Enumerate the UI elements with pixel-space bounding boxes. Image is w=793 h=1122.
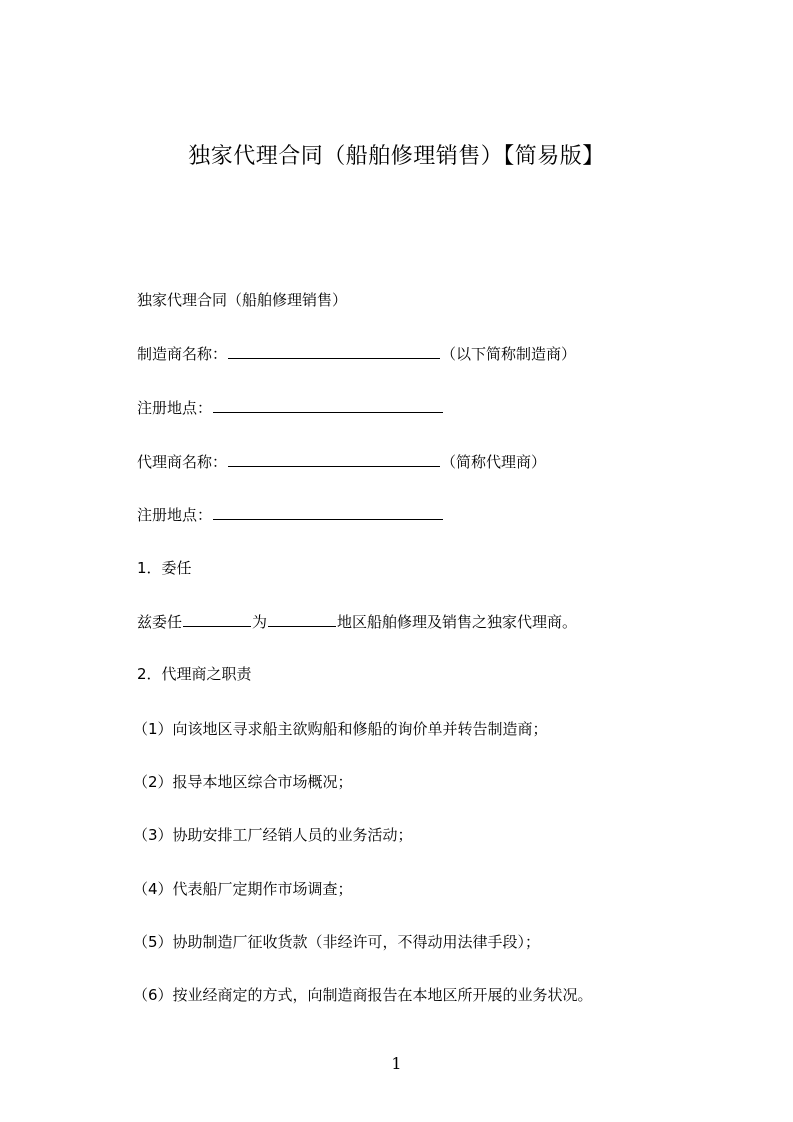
appoint-middle: 为 xyxy=(252,613,268,631)
document-title: 独家代理合同（船舶修理销售）【简易版】 xyxy=(188,144,605,169)
duty-item: （5）协助制造厂征收货款（非经许可，不得动用法律手段）； xyxy=(133,933,541,951)
duty-item: （6）按业经商定的方式，向制造商报告在本地区所开展的业务状况。 xyxy=(133,986,593,1004)
agent-name-blank xyxy=(228,451,440,467)
registered-address-label: 注册地点： xyxy=(137,506,213,524)
appointment-line xyxy=(137,611,577,633)
section-1-title: 1．委任 xyxy=(137,559,192,577)
agent-name-label: 代理商名称： xyxy=(137,453,228,471)
manufacturer-address-line xyxy=(137,397,444,419)
agent-address-blank xyxy=(213,504,443,520)
duty-item: （3）协助安排工厂经销人员的业务活动； xyxy=(133,826,413,844)
contract-heading: 独家代理合同（船舶修理销售） xyxy=(137,291,348,309)
region-blank xyxy=(268,611,336,627)
appointee-blank xyxy=(183,611,251,627)
appoint-prefix: 兹委任 xyxy=(137,613,183,631)
manufacturer-name-label: 制造商名称： xyxy=(137,345,228,363)
manufacturer-name-line xyxy=(137,343,576,365)
duty-item: （2）报导本地区综合市场概况； xyxy=(133,773,353,791)
duty-item: （4）代表船厂定期作市场调查； xyxy=(133,880,353,898)
appoint-suffix: 地区船舶修理及销售之独家代理商。 xyxy=(337,613,578,631)
duty-item: （1）向该地区寻求船主欲购船和修船的询价单并转告制造商； xyxy=(133,720,548,738)
page-number: 1 xyxy=(391,1054,402,1073)
manufacturer-name-suffix: （以下简称制造商） xyxy=(441,345,577,363)
agent-name-suffix: （简称代理商） xyxy=(441,453,547,471)
registered-address-label: 注册地点： xyxy=(137,399,213,417)
agent-name-line xyxy=(137,451,546,473)
agent-address-line xyxy=(137,504,444,526)
section-2-title: 2．代理商之职责 xyxy=(137,665,252,683)
manufacturer-address-blank xyxy=(213,397,443,413)
manufacturer-name-blank xyxy=(228,343,440,359)
